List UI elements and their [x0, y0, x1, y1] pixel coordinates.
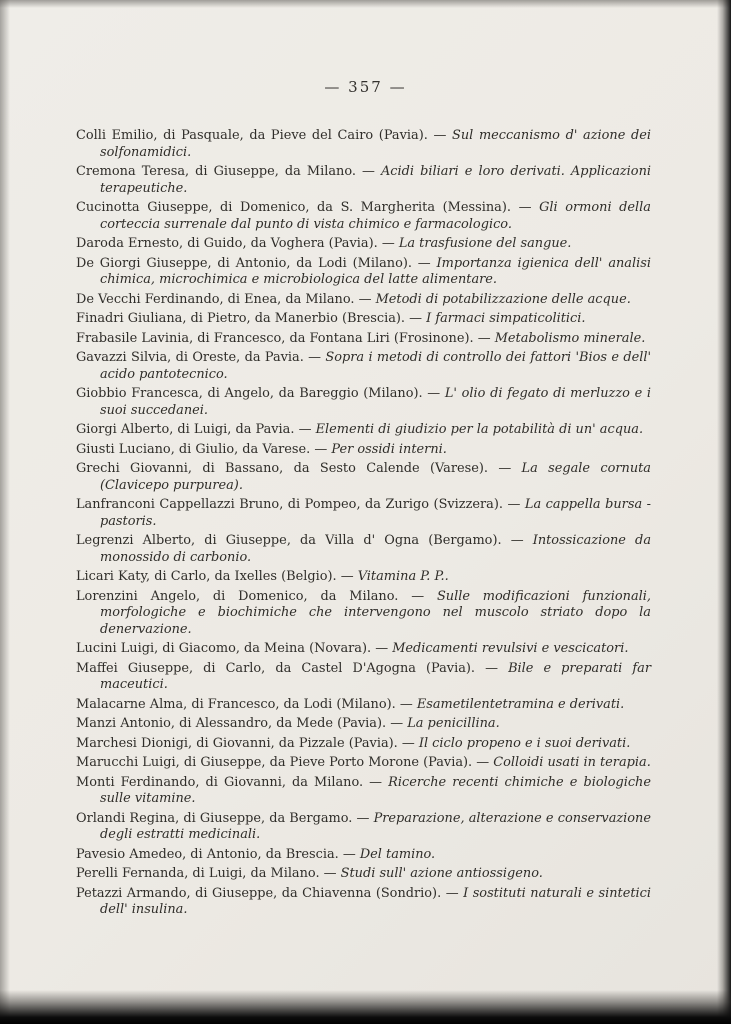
entry-separator: —: [399, 696, 417, 712]
list-item: [76, 386, 651, 419]
entry-name: Manzi Antonio, di Alessandro, da Mede (Pavia).: [76, 716, 391, 731]
entry-title: Il ciclo propeno e i suoi derivati.: [418, 735, 631, 751]
list-item: [76, 236, 651, 253]
entry-separator: —: [381, 236, 399, 251]
entry-separator: —: [433, 128, 453, 143]
entry-name: Marchesi Dionigi, di Giovanni, da Pizzale (Pavia).: [76, 735, 402, 751]
entry-separator: —: [323, 866, 341, 881]
entry-name: Maffei Giuseppe, di Carlo, da Castel D'Agogna (Pavia).: [76, 660, 486, 676]
list-item: [76, 661, 651, 694]
entry-name: Finadri Giuliana, di Pietro, da Manerbio (Brescia).: [76, 311, 410, 326]
entry-name: Lanfranconi Cappellazzi Bruno, di Pompeo, da Zurigo (Svizzera).: [76, 497, 508, 512]
list-item: [76, 886, 651, 919]
entry-title: Del tamino.: [359, 846, 436, 862]
entry-separator: —: [308, 350, 326, 365]
entry-name: Legrenzi Alberto, di Giuseppe, da Villa d' Ogna (Bergamo).: [76, 533, 511, 548]
entry-title: Metabolismo minerale.: [494, 330, 646, 346]
entry-separator: —: [485, 660, 509, 676]
entry-title: Gli ormoni della corteccia surrenale dal punto di vista chimico e farmacologico.: [100, 200, 651, 232]
list-item: [76, 533, 651, 566]
entry-separator: —: [314, 441, 332, 457]
entry-title: Sul meccanismo d' azione dei solfonamidici.: [100, 128, 651, 160]
list-item: [76, 589, 651, 639]
entry-title: Importanza igienica dell' analisi chimica, microchimica e microbiologica del latte alimentare.: [100, 255, 651, 287]
entry-title: I sostituti naturali e sintetici dell' insulina.: [100, 885, 651, 917]
list-item: [76, 200, 651, 233]
entry-title: Colloidi usati in terapia.: [493, 755, 651, 770]
list-item: [76, 847, 651, 864]
entry-name: Monti Ferdinando, di Giovanni, da Milano.: [76, 774, 370, 790]
entry-title: Ricerche recenti chimiche e biologiche sulle vitamine.: [100, 774, 651, 806]
scan-edge-right: [717, 0, 731, 1024]
list-item: [76, 736, 651, 753]
entry-separator: —: [409, 311, 427, 326]
entry-name: Lucini Luigi, di Giacomo, da Meina (Novara).: [76, 641, 376, 656]
entry-name: Gavazzi Silvia, di Oreste, da Pavia.: [76, 350, 309, 365]
entry-separator: —: [362, 164, 381, 179]
entry-title: La segale cornuta (Clavicepo purpurea).: [100, 461, 651, 493]
entry-name: Daroda Ernesto, di Guido, da Voghera (Pavia).: [76, 236, 382, 251]
entry-title: Studi sull' azione antiossigeno.: [340, 866, 543, 881]
list-item: [76, 442, 651, 459]
entry-name: Giobbio Francesca, di Angelo, da Bareggio (Milano).: [76, 386, 428, 401]
entry-name: Frabasile Lavinia, di Francesco, da Fontana Liri (Frosinone).: [76, 330, 478, 346]
list-item: [76, 811, 651, 844]
list-item: [76, 569, 651, 586]
entry-name: Grechi Giovanni, di Bassano, da Sesto Calende (Varese).: [76, 461, 499, 476]
entry-list: [76, 128, 651, 922]
entry-title: L' olio di fegato di merluzzo e i suoi succedanei.: [100, 386, 651, 418]
entry-separator: —: [342, 846, 360, 862]
entry-name: Perelli Fernanda, di Luigi, da Milano.: [76, 866, 324, 881]
entry-title: Sulle modificazioni funzionali, morfologiche e biochimiche che intervengono nel muscolo striato dopo la denervazione.: [100, 588, 651, 637]
entry-separator: —: [476, 755, 494, 770]
entry-separator: —: [507, 497, 525, 512]
list-item: [76, 331, 651, 348]
entry-title: Elementi di giudizio per la potabilità di un' acqua.: [315, 422, 644, 437]
entry-separator: —: [401, 735, 419, 751]
list-item: [76, 497, 651, 530]
entry-title: Preparazione, alterazione e conservazione degli estratti medicinali.: [100, 810, 651, 842]
entry-title: La penicillina.: [407, 716, 500, 731]
list-item: [76, 755, 651, 772]
entry-title: Esametilentetramina e derivati.: [416, 696, 625, 712]
entry-title: I farmaci simpaticolitici.: [426, 311, 586, 326]
entry-separator: —: [498, 461, 522, 476]
list-item: [76, 128, 651, 161]
list-item: [76, 775, 651, 808]
scan-edge-top: [0, 0, 731, 8]
list-item: [76, 256, 651, 289]
entry-title: Acidi biliari e loro derivati. Applicazioni terapeutiche.: [100, 164, 651, 196]
entry-title: Medicamenti revulsivi e vescicatori.: [392, 641, 629, 656]
entry-separator: —: [390, 716, 408, 731]
scan-edge-left: [0, 0, 10, 1024]
entry-name: Pavesio Amedeo, di Antonio, da Brescia.: [76, 846, 343, 862]
entry-separator: —: [417, 255, 437, 271]
entry-separator: —: [298, 422, 316, 437]
entry-name: De Vecchi Ferdinando, di Enea, da Milano.: [76, 291, 359, 307]
list-item: [76, 716, 651, 733]
entry-separator: —: [445, 885, 464, 901]
list-item: [76, 866, 651, 883]
entry-separator: —: [411, 588, 437, 604]
entry-name: Giusti Luciano, di Giulio, da Varese.: [76, 441, 315, 457]
list-item: [76, 697, 651, 714]
entry-separator: —: [518, 200, 540, 215]
entry-name: Licari Katy, di Carlo, da Ixelles (Belgio).: [76, 569, 341, 584]
entry-title: Per ossidi interni.: [331, 441, 447, 457]
entry-name: Giorgi Alberto, di Luigi, da Pavia.: [76, 422, 299, 437]
list-item: [76, 350, 651, 383]
entry-title: Vitamina P. P..: [357, 569, 449, 584]
entry-name: Cucinotta Giuseppe, di Domenico, da S. Margherita (Messina).: [76, 200, 519, 215]
list-item: [76, 422, 651, 439]
entry-name: De Giorgi Giuseppe, di Antonio, da Lodi (Milano).: [76, 255, 418, 271]
entry-title: La trasfusione del sangue.: [398, 236, 572, 251]
list-item: [76, 164, 651, 197]
entry-title: La cappella bursa - pastoris.: [100, 497, 651, 529]
entry-title: Sopra i metodi di controllo dei fattori 'Bios e dell' acido pantotecnico.: [100, 350, 651, 382]
entry-separator: —: [510, 533, 533, 548]
entry-separator: —: [356, 810, 374, 826]
entry-title: Intossicazione da monossido di carbonio.: [100, 533, 651, 565]
entry-name: Colli Emilio, di Pasquale, da Pieve del Cairo (Pavia).: [76, 128, 434, 143]
page-number: — 357 —: [324, 78, 407, 96]
list-item: [76, 292, 651, 309]
entry-separator: —: [375, 641, 393, 656]
entry-name: Lorenzini Angelo, di Domenico, da Milano.: [76, 588, 412, 604]
entry-title: Metodi di potabilizzazione delle acque.: [375, 291, 631, 307]
entry-separator: —: [358, 291, 376, 307]
entry-separator: —: [427, 386, 445, 401]
entry-separator: —: [477, 330, 495, 346]
entry-name: Petazzi Armando, di Giuseppe, da Chiavenna (Sondrio).: [76, 885, 446, 901]
list-item: [76, 461, 651, 494]
entry-name: Malacarne Alma, di Francesco, da Lodi (Milano).: [76, 696, 400, 712]
scan-edge-bottom: [0, 990, 731, 1024]
list-item: [76, 311, 651, 328]
entry-name: Orlandi Regina, di Giuseppe, da Bergamo.: [76, 810, 357, 826]
entry-separator: —: [369, 774, 389, 790]
entry-separator: —: [340, 569, 358, 584]
list-item: [76, 641, 651, 658]
entry-name: Cremona Teresa, di Giuseppe, da Milano.: [76, 164, 363, 179]
entry-title: Bile e preparati far maceutici.: [100, 660, 651, 692]
entry-name: Marucchi Luigi, di Giuseppe, da Pieve Porto Morone (Pavia).: [76, 755, 477, 770]
